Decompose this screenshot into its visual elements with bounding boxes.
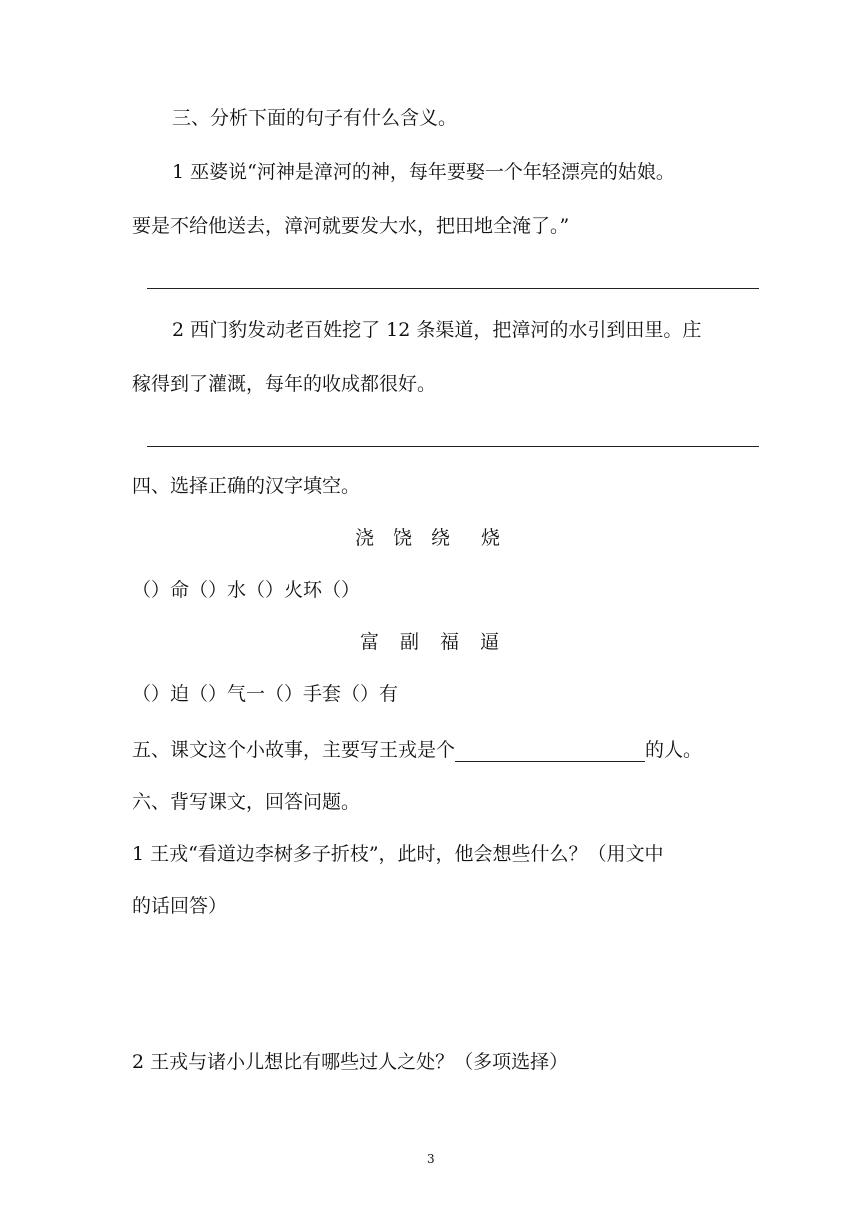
answer-blank[interactable] [455,741,645,762]
char-group-2 [360,630,499,654]
section3-q2-line2: 稼得到了灌溉，每年的收成都很好。 [132,373,437,395]
section3-q1-line1: 1 巫婆说“河神是漳河的神，每年要娶一个年轻漂亮的姑娘。 [172,161,675,183]
section5-suffix: 的人。 [645,739,703,761]
section4-heading: 四、选择正确的汉字填空。 [132,475,361,497]
char-option: 饶 [393,527,413,549]
section6-heading: 六、背写课文，回答问题。 [132,791,361,813]
section3-q2-line1: 2 西门豹发动老百姓挖了 12 条渠道，把漳河的水引到田里。庄 [172,319,702,341]
char-option: 富 [360,631,380,653]
char-option: 浇 [355,527,375,549]
section5-prefix: 五、课文这个小故事，主要写王戎是个 [132,739,456,761]
answer-line-2 [147,446,759,447]
section3-heading: 三、分析下面的句子有什么含义。 [172,107,458,129]
section3-q1-line2: 要是不给他送去，漳河就要发大水，把田地全淹了。” [132,215,570,237]
section6-q1-line2: 的话回答） [132,895,228,917]
section5-question [132,738,702,762]
answer-line-1 [147,288,759,289]
section6-q1-line1: 1 王戎“看道边李树多子折枝”，此时，他会想些什么？（用文中 [132,843,664,865]
page-number: 3 [427,1152,435,1166]
char-option: 副 [400,631,420,653]
fill-blanks-2: （）迫（）气一（）手套（）有 [132,683,399,705]
char-option: 福 [440,631,460,653]
char-option: 绕 [431,527,451,549]
char-option: 逼 [480,631,500,653]
fill-blanks-1: （）命（）水（）火环（） [132,579,361,601]
char-option: 烧 [481,527,501,549]
section6-q2: 2 王戎与诸小儿想比有哪些过人之处？（多项选择） [132,1051,569,1073]
char-group-1 [355,526,500,550]
